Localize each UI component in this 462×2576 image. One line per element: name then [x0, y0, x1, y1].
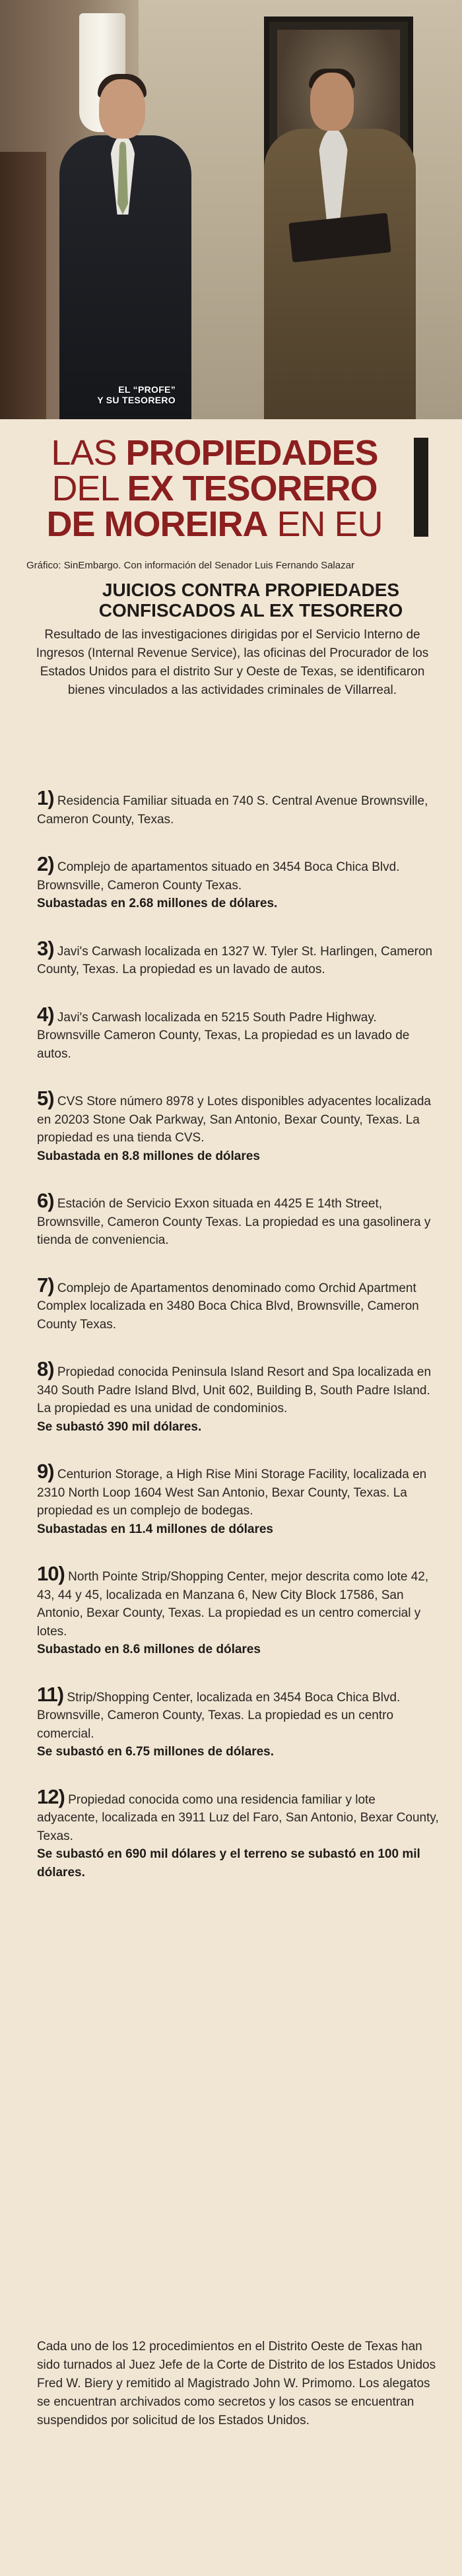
- photo-caption: EL “PROFE” Y SU TESORERO: [97, 384, 176, 405]
- item-number: 2): [37, 852, 54, 875]
- photo-cabinet: [0, 152, 46, 419]
- list-item: [37, 852, 440, 913]
- section-subtitle: JUICIOS CONTRA PROPIEDADES CONFISCADOS AL EX TESORERO: [98, 580, 403, 621]
- headline-line-3: DE MOREIRA EN EU: [46, 504, 383, 544]
- item-auction-note: Se subastó en 690 mil dólares y el terreno se subastó en 100 mil dólares.: [37, 1847, 420, 1880]
- item-text: Propiedad conocida Peninsula Island Resort and Spa localizada en 340 South Padre Island Blvd, Unit 602, Building B, South Padre Island. La propiedad es una unidad de condominios.: [37, 1365, 432, 1415]
- list-item: [37, 936, 440, 979]
- item-text: Centurion Storage, a High Rise Mini Storage Facility, localizada en 2310 North Loop 1604 West San Antonio, Bexar County, Texas. La propiedad es un complejo de bodegas.: [37, 1468, 427, 1518]
- item-text: Propiedad conocida como una residencia familiar y lote adyacente, localizada en 3911 Luz del Faro, San Antonio, Bexar County, Texas.: [37, 1792, 439, 1843]
- list-item: [37, 1273, 440, 1334]
- item-number: 10): [37, 1562, 65, 1585]
- intro-paragraph: Resultado de las investigaciones dirigidas por el Servicio Interno de Ingresos (Internal Revenue Service), las oficinas del Procurador de los Estados Unidos para el distrito Sur y Oeste de Texas, se identificaron bienes vinculados a las actividades criminales de Villarreal.: [36, 628, 429, 697]
- list-item: [37, 1784, 440, 1882]
- item-number: 11): [37, 1682, 64, 1706]
- item-auction-note: Subastadas en 2.68 millones de dólares.: [37, 897, 278, 910]
- item-auction-note: Subastado en 8.6 millones de dólares: [37, 1643, 261, 1656]
- item-auction-note: Subastadas en 11.4 millones de dólares: [37, 1522, 273, 1536]
- item-text: CVS Store número 8978 y Lotes disponibles adyacentes localizada en 20203 Stone Oak Parkway, San Antonio, Bexar County, Texas. La propiedad es una tienda CVS.: [37, 1095, 431, 1145]
- headline-accent-bar: [414, 438, 428, 537]
- item-text: Strip/Shopping Center, localizada en 3454 Boca Chica Blvd. Brownsville, Cameron County, Texas. La propiedad es un centro comercial.: [37, 1690, 401, 1741]
- list-item: [37, 1002, 440, 1064]
- item-auction-note: Se subastó en 6.75 millones de dólares.: [37, 1745, 275, 1759]
- item-number: 1): [37, 786, 54, 809]
- headline-line-1: LAS PROPIEDADES: [51, 433, 378, 473]
- list-item: [37, 1357, 440, 1436]
- item-auction-note: Se subastó 390 mil dólares.: [37, 1419, 202, 1434]
- item-text: Residencia Familiar situada en 740 S. Central Avenue Brownsville, Cameron County, Texas.: [37, 794, 428, 827]
- item-auction-note: Subastada en 8.8 millones de dólares: [37, 1149, 260, 1163]
- headline-line-2: DEL EX TESORERO: [51, 469, 378, 508]
- item-number: 4): [37, 1002, 54, 1026]
- list-item: [37, 1189, 440, 1250]
- list-item: [37, 1462, 440, 1538]
- source-credit: Gráfico: SinEmbargo. Con información del Senador Luis Fernando Salazar: [26, 560, 354, 571]
- item-text: Complejo de Apartamentos denominado como Orchid Apartment Complex localizada en 3480 Boca Chica Blvd, Brownsville, Cameron County Texas.: [37, 1281, 419, 1332]
- list-item: [37, 1562, 440, 1659]
- item-text: Estación de Servicio Exxon situada en 4425 E 14th Street, Brownsville, Cameron County Texas. La propiedad es una gasolinera y tienda de conveniencia.: [37, 1197, 431, 1247]
- item-number: 12): [37, 1784, 65, 1808]
- item-number: 5): [37, 1087, 54, 1110]
- property-list: [37, 786, 440, 1908]
- item-number: 6): [37, 1189, 54, 1212]
- list-item: [37, 1089, 440, 1165]
- item-number: 7): [37, 1273, 54, 1297]
- item-text: Complejo de apartamentos situado en 3454 Boca Chica Blvd. Brownsville, Cameron County Texas.: [37, 860, 400, 893]
- item-text: North Pointe Strip/Shopping Center, mejor descrita como lote 42, 43, 44 y 45, localizada en Manzana 6, New City Block 17586, San Antonio, Bexar County, Texas. La propiedad es un centro comercial y lotes.: [37, 1570, 429, 1639]
- list-item: [37, 1682, 440, 1761]
- list-item: [37, 786, 440, 829]
- item-text: Javi's Carwash localizada en 1327 W. Tyler St. Harlingen, Cameron County, Texas. La propiedad es un lavado de autos.: [37, 944, 433, 976]
- header-photo: [0, 0, 462, 419]
- headline: [0, 435, 462, 547]
- item-number: 9): [37, 1460, 54, 1483]
- closing-paragraph: Cada uno de los 12 procedimientos en el Distrito Oeste de Texas han sido turnados al Juez Jefe de la Corte de Distrito de los Estados Unidos Fred W. Biery y remitido al Magistrado John W. Primomo. Los alegatos se encuentran archivados como secretos y los casos se encuentran suspendidos por solicitud de los Estados Unidos.: [37, 2340, 436, 2427]
- item-number: 3): [37, 936, 54, 960]
- item-number: 8): [37, 1357, 54, 1380]
- item-text: Javi's Carwash localizada en 5215 South Padre Highway. Brownsville Cameron County, Texas, La propiedad es un lavado de autos.: [37, 1010, 410, 1061]
